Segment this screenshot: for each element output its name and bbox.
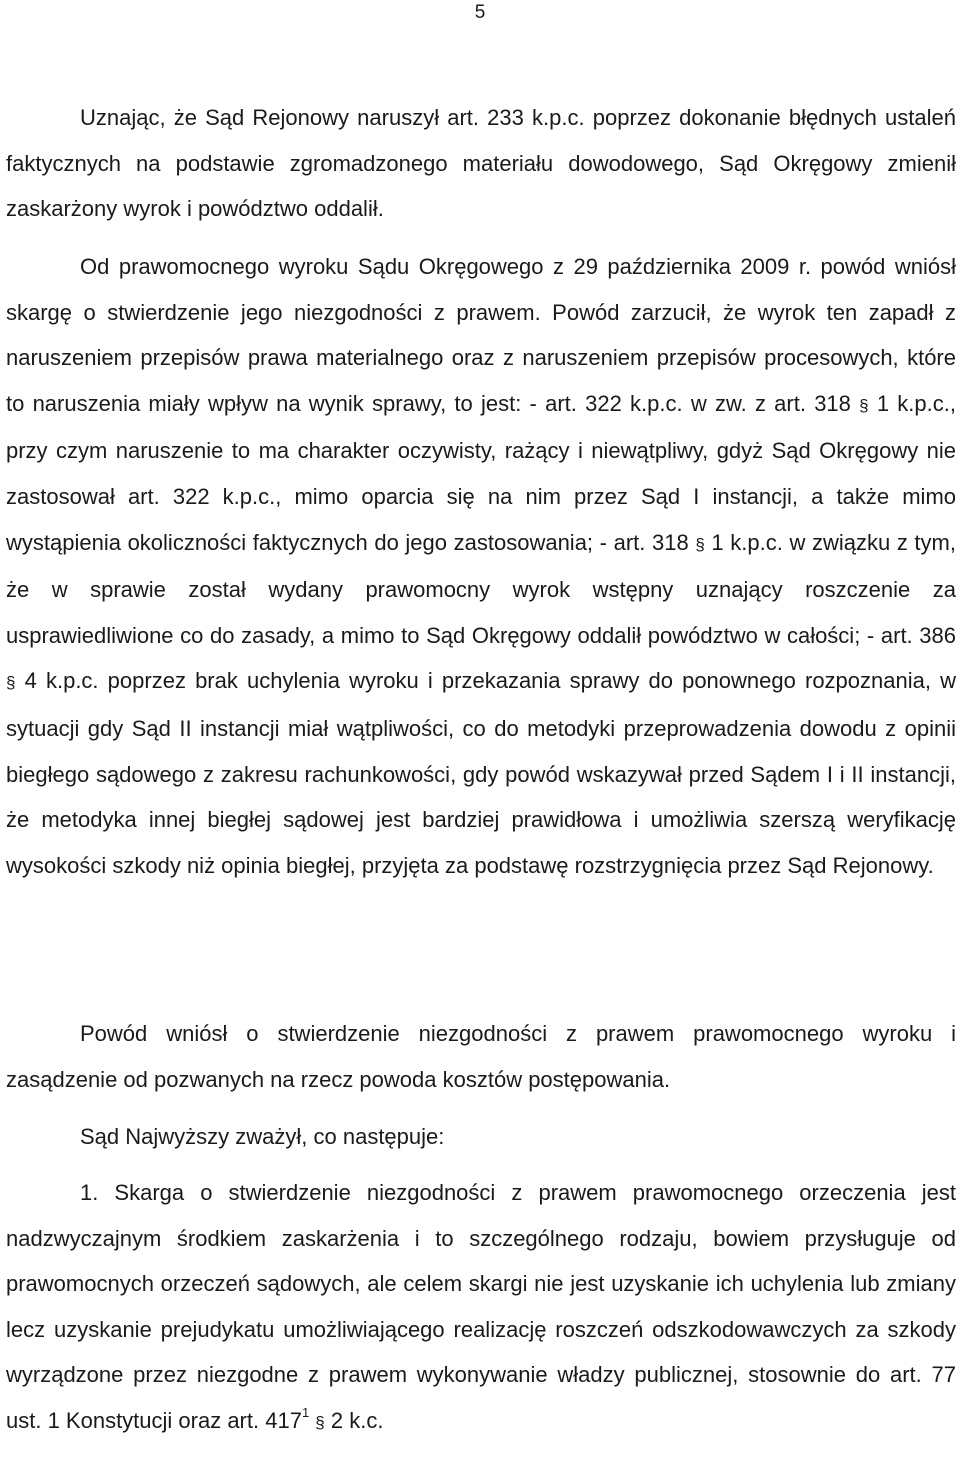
paragraph-5-part-b: 2 k.c. (330, 1407, 384, 1433)
paragraph-2 (6, 244, 956, 888)
section-sign: § (695, 534, 705, 554)
paragraph-5-part-a: 1. Skarga o stwierdzenie niezgodności z prawem prawomocnego orzeczenia jest nadzwyczajnym środkiem zaskarżenia i to szczególnego rodzaju, bowiem przysługuje od prawomocnych orzeczeń sądowych, ale celem skargi nie jest uzyskanie ich uchylenia lub zmiany lecz uzyskanie prejudykatu umożliwiającego realizację roszczeń odszkodowawczych za szkody wyrządzone przez niezgodne z prawem wykonywanie władzy publicznej, stosownie do art. 77 ust. 1 Konstytucji oraz art. 417 (6, 1180, 956, 1433)
paragraph-3: Powód wniósł o stwierdzenie niezgodności z prawem prawomocnego wyroku i zasądzenie od pozwanych na rzecz powoda kosztów postępowania. (6, 1021, 956, 1092)
section-sign: § (859, 395, 869, 415)
section-sign: § (6, 673, 16, 693)
paragraph-1: Uznając, że Sąd Rejonowy naruszył art. 233 k.p.c. poprzez dokonanie błędnych ustaleń faktycznych na podstawie zgromadzonego materiału dowodowego, Sąd Okręgowy zmienił zaskarżony wyrok i powództwo oddalił. (6, 105, 956, 222)
page-number: 5 (474, 2, 486, 23)
paragraph-2-part-c: 1 k.p.c. w związku z tym, że w sprawie został wydany prawomocny wyrok wstępny uznający roszczenie za usprawiedliwione co do zasady, a mimo to Sąd Okręgowy oddalił powództwo w całości; - art. 386 (6, 529, 956, 648)
paragraph-2-part-b: 1 k.p.c., przy czym naruszenie to ma charakter oczywisty, rażący i niewątpliwy, gdyż Sąd Okręgowy nie zastosował art. 322 k.p.c., mimo oparcia się na nim przez Sąd I instancji, a także mimo wystąpienia okoliczności faktycznych do jego zastosowania; - art. 318 (6, 390, 956, 555)
section-sign: § (315, 1412, 325, 1432)
paragraph-2-part-a: Od prawomocnego wyroku Sądu Okręgowego z 29 października 2009 r. powód wniósł skargę o stwierdzenie jego niezgodności z prawem. Powód zarzucił, że wyrok ten zapadł z naruszeniem przepisów prawa materialnego oraz z naruszeniem przepisów procesowych, które to naruszenia miały wpływ na wynik sprawy, to jest: - art. 322 k.p.c. w zw. z art. 318 (6, 254, 956, 416)
superscript: 1 (301, 1404, 310, 1420)
paragraph-2-part-d: 4 k.p.c. poprzez brak uchylenia wyroku i przekazania sprawy do ponownego rozpoznania, w sytuacji gdy Sąd II instancji miał wątpliwości, co do metodyki przeprowadzenia dowodu z opinii biegłego sądowego z zakresu rachunkowości, gdy powód wskazywał przed Sądem I i II instancji, że metodyka innej biegłej sądowej jest bardziej prawidłowa i umożliwia szerszą weryfikację wysokości szkody niż opinia biegłej, przyjęta za podstawę rozstrzygnięcia przez Sąd Rejonowy. (6, 668, 956, 878)
paragraph-5 (6, 1170, 956, 1446)
paragraph-4: Sąd Najwyższy zważył, co następuje: (80, 1124, 445, 1149)
